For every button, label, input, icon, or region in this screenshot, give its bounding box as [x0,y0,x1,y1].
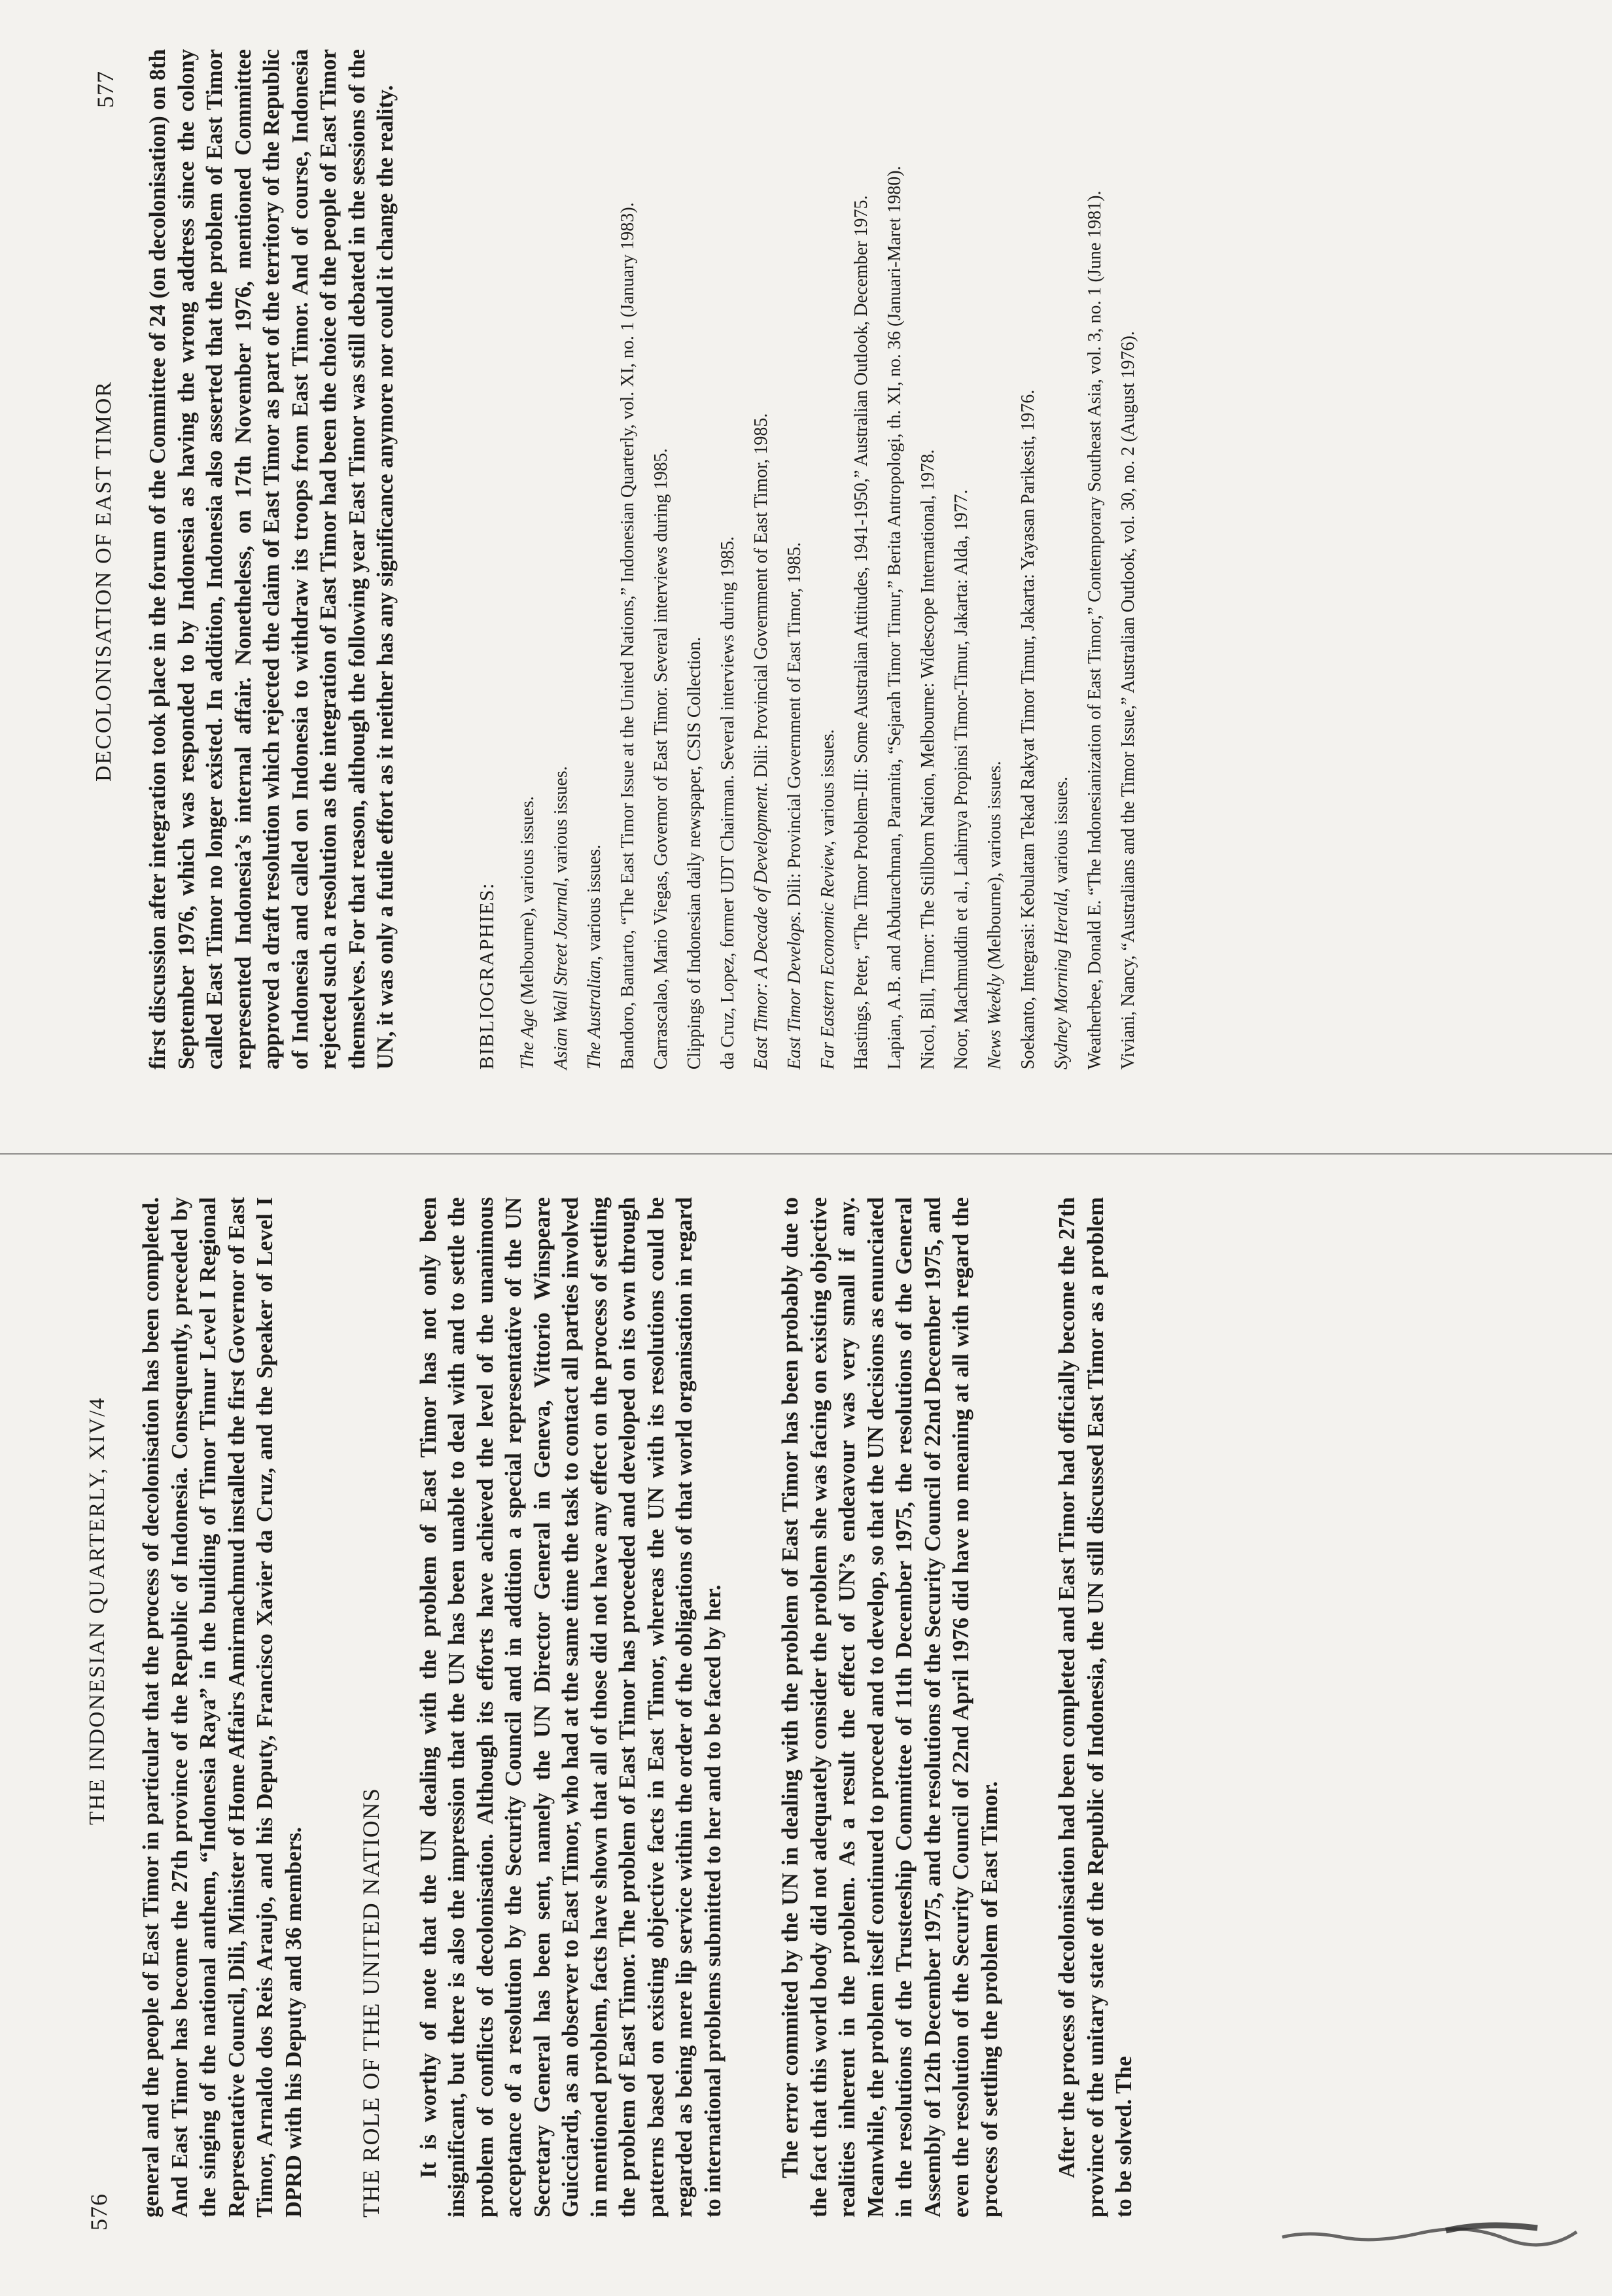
bibliography-entry-title: The Australian [584,960,604,1070]
bibliography-list [516,49,1140,1070]
bibliography-entry-text: Lapian, A.B. and Abdurachman, Paramita, “Sejarah Timor Timur,” Berita Antropologi, th. XI, no. 36 (Januari-Maret 1980). [885,165,905,1070]
bibliography-entry [783,49,806,1070]
bibliography-entry [683,49,706,1070]
left-page [0,1148,1612,2296]
running-head-left: THE INDONESIAN QUARTERLY, XIV/4 [85,1397,109,1825]
bibliography-entry [516,49,539,1070]
page-number-576: 576 [86,2193,112,2231]
bibliography-entry [550,49,572,1070]
bibliography-entry-text: , various issues. [551,766,571,882]
bibliography-entry-text: Carrascalao, Mario Viegas, Governor of East Timor. Several interviews during 1985. [651,448,671,1070]
bibliography-entry-title: Far Eastern Economic Review [818,845,838,1070]
left-page-body [137,1197,1139,2218]
bibliography-entry [816,49,839,1070]
bibliography-entry [1117,49,1140,1070]
bibliography-entry-text: Noor, Machmuddin et al., Lahirnya Propinsi Timor-Timur, Jakarta: Alda, 1977. [951,489,972,1070]
bibliography-entry [883,49,906,1070]
bibliography-entry-text: da Cruz, Lopez, former UDT Chairman. Several interviews during 1985. [718,536,738,1070]
bibliography-entry-text: (Melbourne), various issues. [985,761,1005,975]
bibliography-entry [1050,49,1073,1070]
bibliography-entry [850,49,873,1070]
bibliography-heading: BIBLIOGRAPHIES: [474,882,498,1070]
running-head-right: DECOLONISATION OF EAST TIMOR [92,381,116,782]
bibliography-entry-title: News Weekly [985,974,1005,1070]
bibliography-entry [983,49,1006,1070]
paragraph-1: It is worthy of note that the UN dealing with the problem of East Timor has not only been insignificant, but there is also the impression that the UN has been unable to deal with and to settle the problem of conflicts of decolonisation. Although its efforts have achieved the level of the unanimous acceptance of a resolution by the Security Council and in addition a special representative of the UN Secretary General has been sent, namely the UN Director General in Geneva, Vittorio Winspeare Guicciardi, as an observer to East Timor, who had at the same time the task to contact all parties involved in mentioned problem, facts have shown that all of those did not have any effect on the process of settling the problem of East Timor. The problem of East Timor has proceeded and developed on its own through patterns based on existing objective facts in East Timor, whereas the UN with its resolutions could be regarded as being mere lip service within the order of the obligations of that world organisation in regard to international problems submitted to her and to be faced by her. [415,1197,726,2218]
section-heading: THE ROLE OF THE UNITED NATIONS [358,1787,384,2218]
bibliography-entry-text: Bandoro, Bantarto, “The East Timor Issue at the United Nations,” Indonesian Quarterly, vol. XI, no. 1 (January 1983). [618,202,638,1070]
bibliography-entry [616,49,639,1070]
bibliography-entry [750,49,773,1070]
bibliography-entry-title: East Timor: A Decade of Development [751,786,771,1070]
scan-artifact-icon [1276,2211,1590,2257]
bibliography-entry-title: Asian Wall Street Journal [551,882,571,1070]
bibliography-entry [1083,49,1106,1070]
bibliography-entry-text: Weatherbee, Donald E. “The Indonesianization of East Timor,” Contemporary Southeast Asia, vol. 3, no. 1 (June 1981). [1085,190,1105,1070]
bibliography-entry [950,49,973,1070]
bibliography-entry-text: (Melbourne), various issues. [517,796,538,1009]
page-number-577: 577 [92,71,118,108]
bibliography-entry-title: The Age [517,1009,538,1070]
bibliography-entry [583,49,606,1070]
right-page-body [144,49,1150,1070]
bibliography-entry-text: . Dili: Provincial Government of East Timor, 1985. [751,413,771,787]
bibliography-entry-text: Hastings, Peter, “The Timor Problem-III: Some Australian Attitudes, 1941-1950,” Australian Outlook, December 1975. [851,195,871,1070]
paragraph-3: After the process of decolonisation had been completed and East Timor had officially become the 27th province of the unitary state of the Republic of Indonesia, the UN still discussed East Timor as a problem to be solved. The [1055,1197,1136,2218]
bibliography-entry-text: Clippings of Indonesian daily newspaper, CSIS Collection. [684,636,705,1070]
bibliography-entry-text: Nicol, Bill, Timor: The Stillborn Nation, Melbourne: Widescope International, 1978. [918,449,938,1070]
bibliography-entry-text: , various issues. [1051,776,1072,893]
bibliography-entry-text: , various issues. [584,844,604,961]
continuation-paragraph: general and the people of East Timor in particular that the process of decolonisation has been completed. And East Timor has become the 27th province of the Republic of Indonesia. Consequently, preceded by the singing of the national anthem, “Indonesia Raya” in the building of Timor Timur Level I Regional Representative Council, Dili, Minister of Home Affairs Amirmachmud installed the first Governor of East Timor, Arnaldo dos Reis Araujo, and his Deputy, Francisco Xavier da Cruz, and the Speaker of Level I DPRD with his Deputy and 36 members. [139,1197,306,2218]
bibliography-entry-text: . Dili: Provincial Government of East Timor, 1985. [784,542,805,916]
paragraph-2: The error commited by the UN in dealing with the problem of East Timor has been probably due to the fact that this world body did not adequately consider the problem she was facing on existing objective realities inherent in the problem. As a result the effect of UN’s endeavour was very small if any. Meanwhile, the problem itself continued to proceed and to develop, so that the UN decisions as enunciated in the resolutions of the Trusteeship Committee of 11th December 1975, the resolutions of the General Assembly of 12th December 1975, and the resolutions of the Security Council of 22nd December 1975, and even the resolution of the Security Council of 22nd April 1976 did have no meaning at all with regard the process of settling the problem of East Timor. [778,1197,1002,2218]
bibliography-entry [716,49,739,1070]
bibliography-entry-title: Sydney Morning Herald [1051,892,1072,1070]
bibliography-entry-text: Viviani, Nancy, “Australians and the Timor Issue,” Australian Outlook, vol. 30, no. 2 (August 1976). [1118,331,1138,1070]
bibliography-entry-text: Soekanto, Integrasi: Kebulatan Tekad Rakyat Timor Timur, Jakarta: Yayasan Parikesit, 1976. [1018,389,1038,1070]
bibliography-entry-text: , various issues. [818,729,838,846]
bibliography-entry-title: East Timor Develops [784,916,805,1070]
bibliography-entry [650,49,673,1070]
bibliography-entry [917,49,939,1070]
bibliography-entry [1017,49,1040,1070]
continuation-paragraph-right: first discussion after integration took place in the forum of the Committee of 24 (on decolonisation) on 8th September 1976, which was responded to by Indonesia as having the wrong address since the colony called East Timor no longer existed. In addition, Indonesia also asserted that the problem of East Timor represented Indonesia’s internal affair. Nonetheless, on 17th November 1976, mentioned Committee approved a draft resolution which rejected the claim of East Timor as part of the territory of the Republic of Indonesia and called on Indonesia to withdraw its troops from East Timor. And of course, Indonesia rejected such a resolution as the integration of East Timor had been the choice of the people of East Timor themselves. For that reason, although the following year East Timor was still debated in the sessions of the UN, it was only a futile effort as it neither has any significance anymore nor could it change the reality. [145,49,398,1070]
gutter-line [0,1153,1612,1155]
